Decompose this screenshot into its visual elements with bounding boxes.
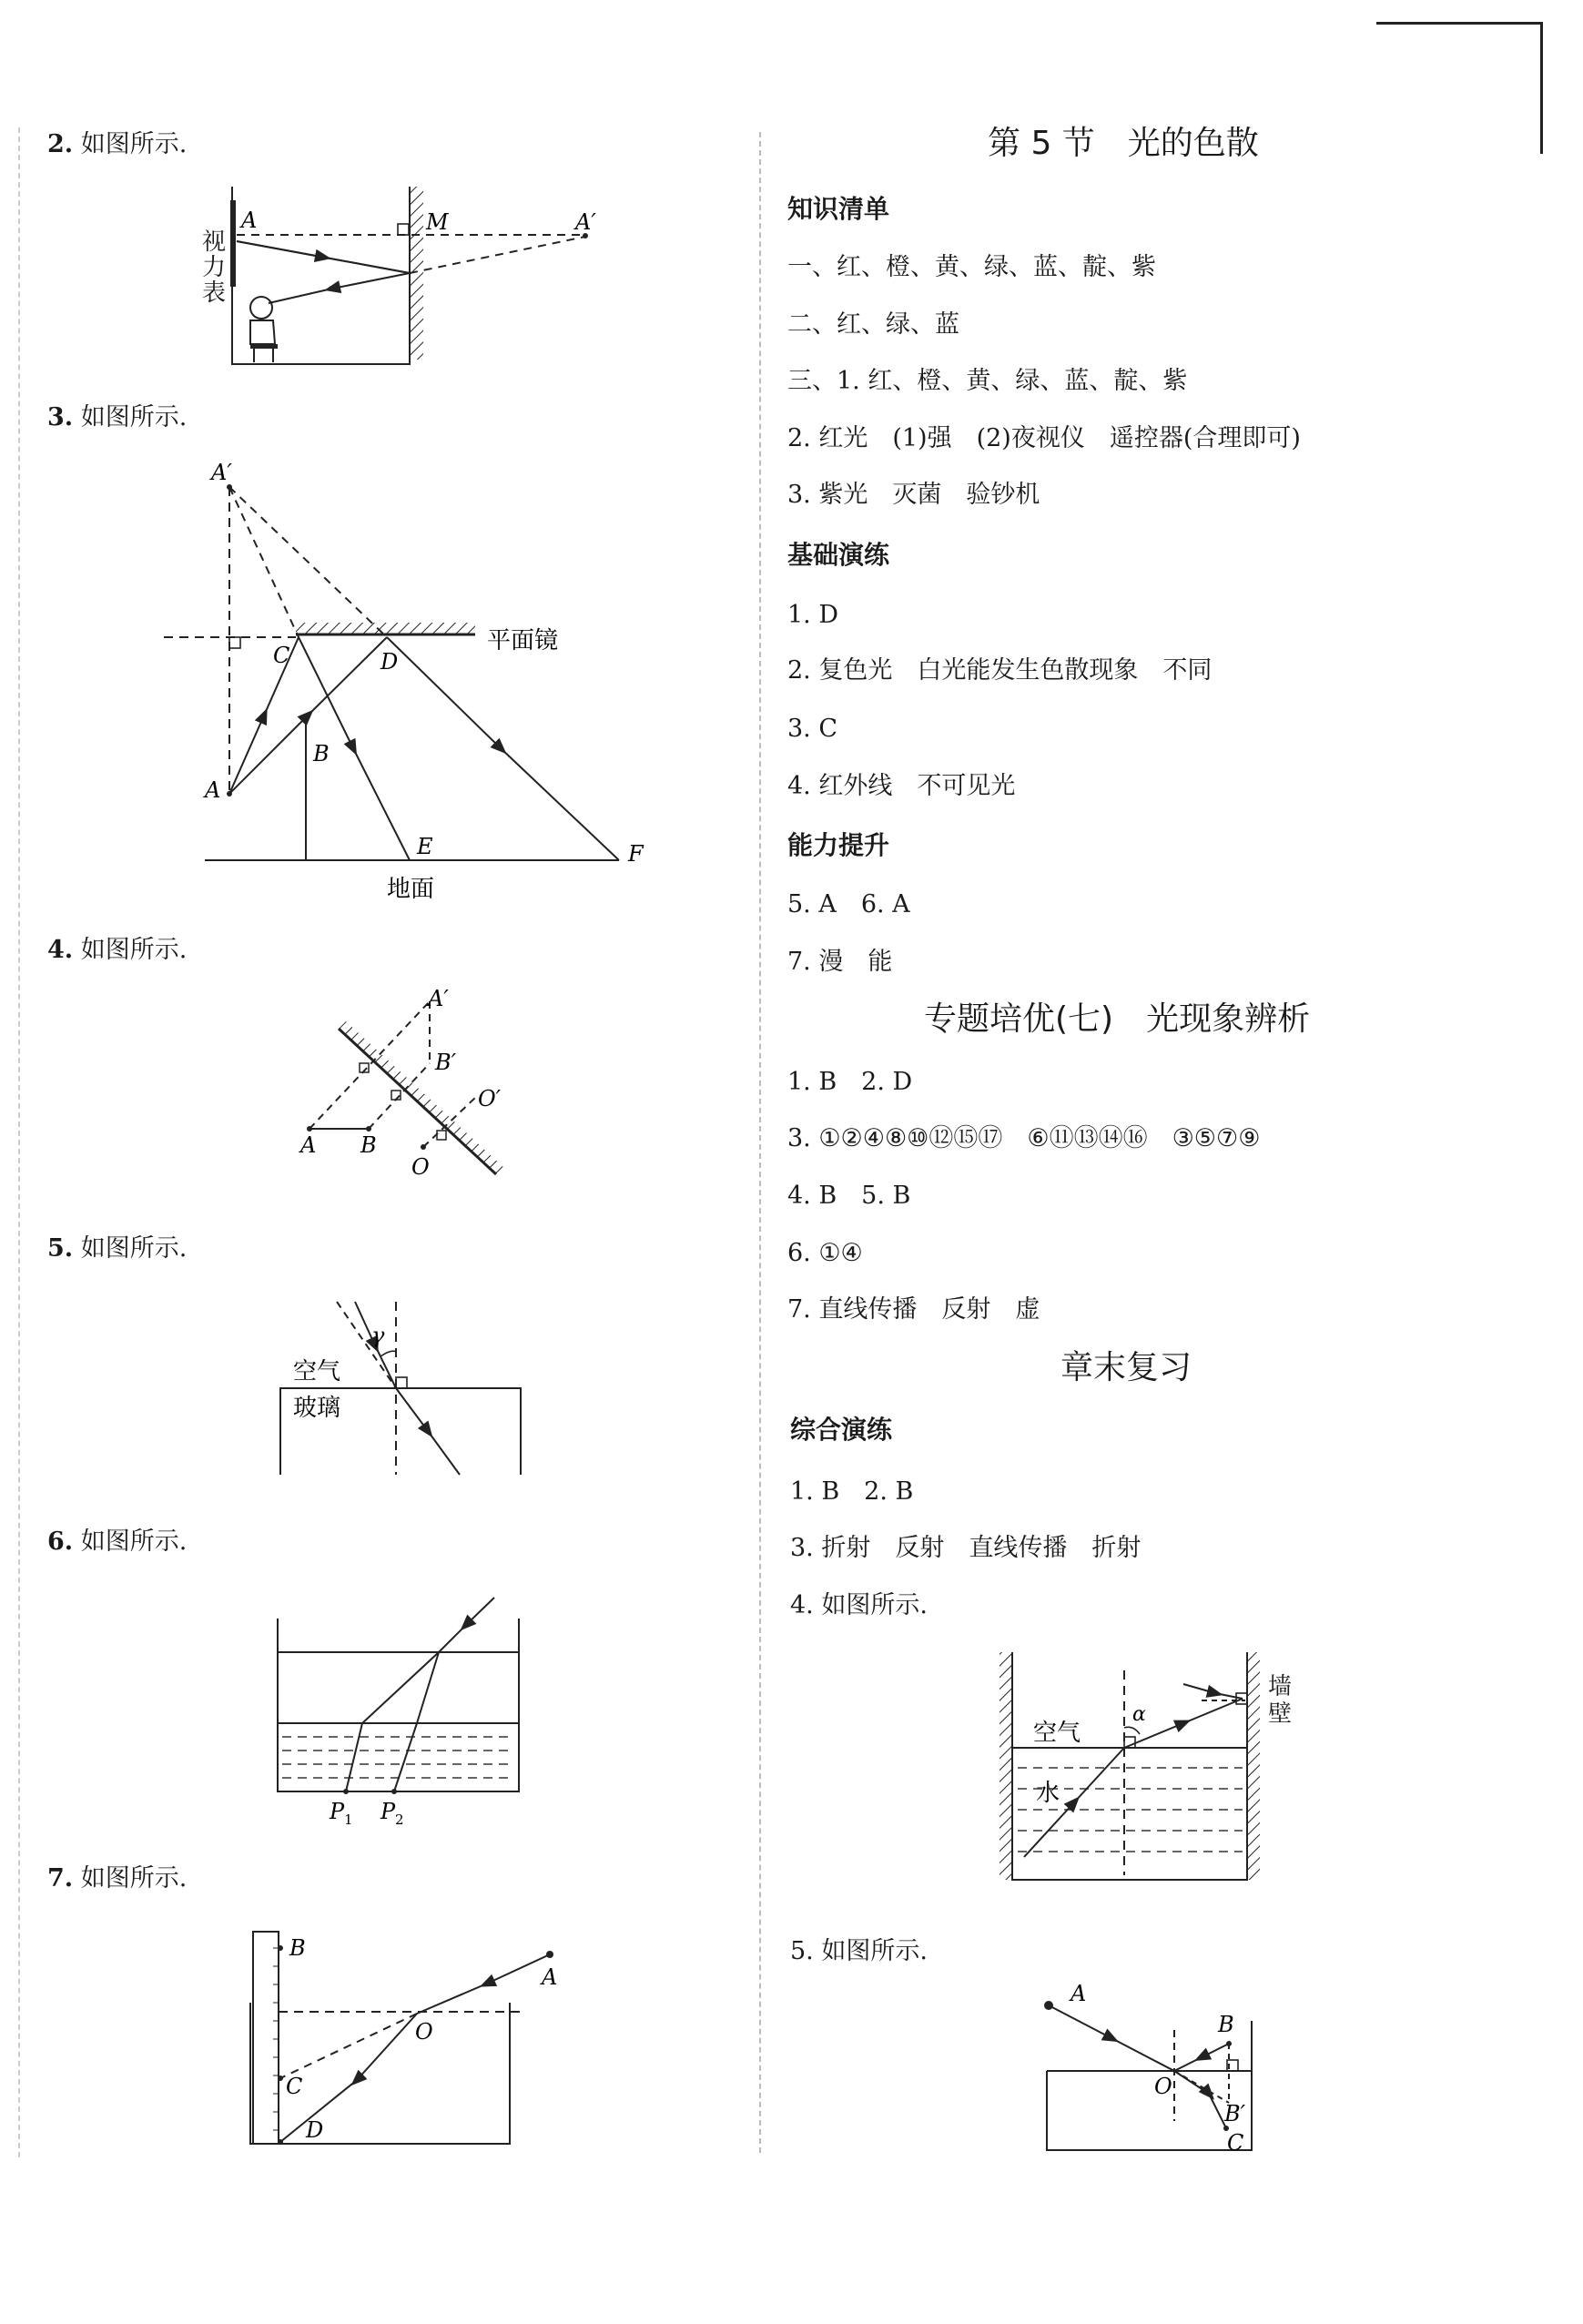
basic-item: 1. D	[787, 601, 838, 629]
review-item: 3. 折射 反射 直线传播 折射	[790, 1534, 1142, 1562]
svg-text:F: F	[628, 841, 644, 867]
q6-caption: 6. 如图所示.	[47, 1527, 188, 1556]
knowledge-item: 一、红、橙、黄、绿、蓝、靛、紫	[787, 253, 1156, 281]
knowledge-item: 三、1. 红、橙、黄、绿、蓝、靛、紫	[787, 367, 1188, 395]
q7-caption: 7. 如图所示.	[47, 1864, 188, 1893]
ability-item: 5. A 6. A	[787, 890, 910, 918]
topic7-item: 3. ①②④⑧⑩⑫⑮⑰ ⑥⑪⑬⑭⑯ ③⑤⑦⑨	[787, 1124, 1261, 1152]
svg-text:A: A	[1071, 1981, 1087, 2006]
q5-caption: 5. 如图所示.	[47, 1234, 188, 1263]
review-item: 5. 如图所示.	[790, 1937, 928, 1965]
svg-text:O: O	[411, 1154, 430, 1180]
basic-item: 4. 红外线 不可见光	[787, 772, 1016, 800]
svg-text:B′: B′	[435, 1050, 457, 1075]
svg-text:D: D	[381, 649, 399, 675]
svg-text:1: 1	[344, 1812, 353, 1828]
svg-text:A: A	[300, 1132, 317, 1158]
knowledge-item: 3. 紫光 灭菌 验钞机	[787, 481, 1040, 509]
column-divider	[759, 132, 761, 2153]
section5-title: 第 5 节 光的色散	[988, 125, 1259, 162]
review-item: 1. B 2. B	[790, 1477, 914, 1506]
topic7-title: 专题培优(七) 光现象辨析	[924, 1000, 1311, 1038]
svg-text:M: M	[426, 209, 449, 235]
svg-text:P: P	[330, 1799, 345, 1824]
svg-text:γ: γ	[371, 1323, 385, 1348]
basic-item: 3. C	[787, 715, 838, 743]
right-edge-line	[1540, 22, 1543, 154]
svg-text:平面镜: 平面镜	[487, 627, 559, 655]
topic7-item: 7. 直线传播 反射 虚	[787, 1295, 1040, 1324]
svg-text:A: A	[241, 208, 258, 233]
svg-text:A: A	[205, 777, 221, 803]
knowledge-heading: 知识清单	[787, 194, 890, 224]
svg-text:C: C	[1227, 2130, 1244, 2156]
top-right-corner	[1376, 22, 1540, 25]
topic7-item: 4. B 5. B	[787, 1182, 911, 1210]
svg-text:A′: A′	[575, 209, 596, 235]
svg-text:2: 2	[395, 1812, 404, 1828]
basic-item: 2. 复色光 白光能发生色散现象 不同	[787, 656, 1213, 685]
knowledge-item: 2. 红光 (1)强 (2)夜视仪 遥控器(合理即可)	[787, 424, 1301, 452]
left-margin-line	[18, 127, 20, 2157]
svg-text:O: O	[1154, 2074, 1172, 2099]
svg-text:玻璃: 玻璃	[293, 1395, 341, 1422]
svg-text:E: E	[417, 834, 433, 859]
svg-text:地面: 地面	[387, 876, 435, 903]
svg-text:A′: A′	[211, 460, 232, 485]
basic-heading: 基础演练	[787, 540, 890, 570]
svg-text:B: B	[313, 741, 330, 766]
topic7-item: 6. ①④	[787, 1239, 863, 1267]
q2-caption: 2. 如图所示.	[47, 130, 188, 158]
q4-caption: 4. 如图所示.	[47, 936, 188, 964]
svg-text:B: B	[1218, 2012, 1234, 2037]
review-item: 4. 如图所示.	[790, 1591, 928, 1619]
ability-item: 7. 漫 能	[787, 948, 893, 976]
svg-text:O: O	[415, 2019, 433, 2045]
svg-text:C: C	[286, 2074, 303, 2099]
knowledge-item: 二、红、绿、蓝	[787, 310, 959, 339]
svg-text:α: α	[1132, 1703, 1146, 1726]
eye-chart-label: 视力表	[202, 228, 227, 307]
wall-label: 墙壁	[1268, 1673, 1293, 1728]
svg-text:水: 水	[1036, 1780, 1060, 1807]
review-title: 章末复习	[1060, 1349, 1192, 1386]
svg-text:O′: O′	[478, 1086, 502, 1111]
svg-text:A′: A′	[428, 986, 449, 1011]
svg-text:B: B	[360, 1132, 377, 1158]
svg-text:空气: 空气	[1033, 1720, 1081, 1747]
svg-text:B′: B′	[1224, 2101, 1246, 2126]
svg-text:P: P	[381, 1799, 396, 1824]
svg-text:B: B	[289, 1935, 306, 1961]
svg-text:A: A	[542, 1964, 558, 1990]
svg-text:D: D	[306, 2117, 324, 2143]
ability-heading: 能力提升	[787, 830, 890, 860]
review-sub: 综合演练	[790, 1415, 893, 1445]
q3-caption: 3. 如图所示.	[47, 403, 188, 431]
svg-text:空气: 空气	[293, 1358, 341, 1385]
topic7-item: 1. B 2. D	[787, 1068, 913, 1096]
svg-text:C: C	[273, 643, 290, 668]
